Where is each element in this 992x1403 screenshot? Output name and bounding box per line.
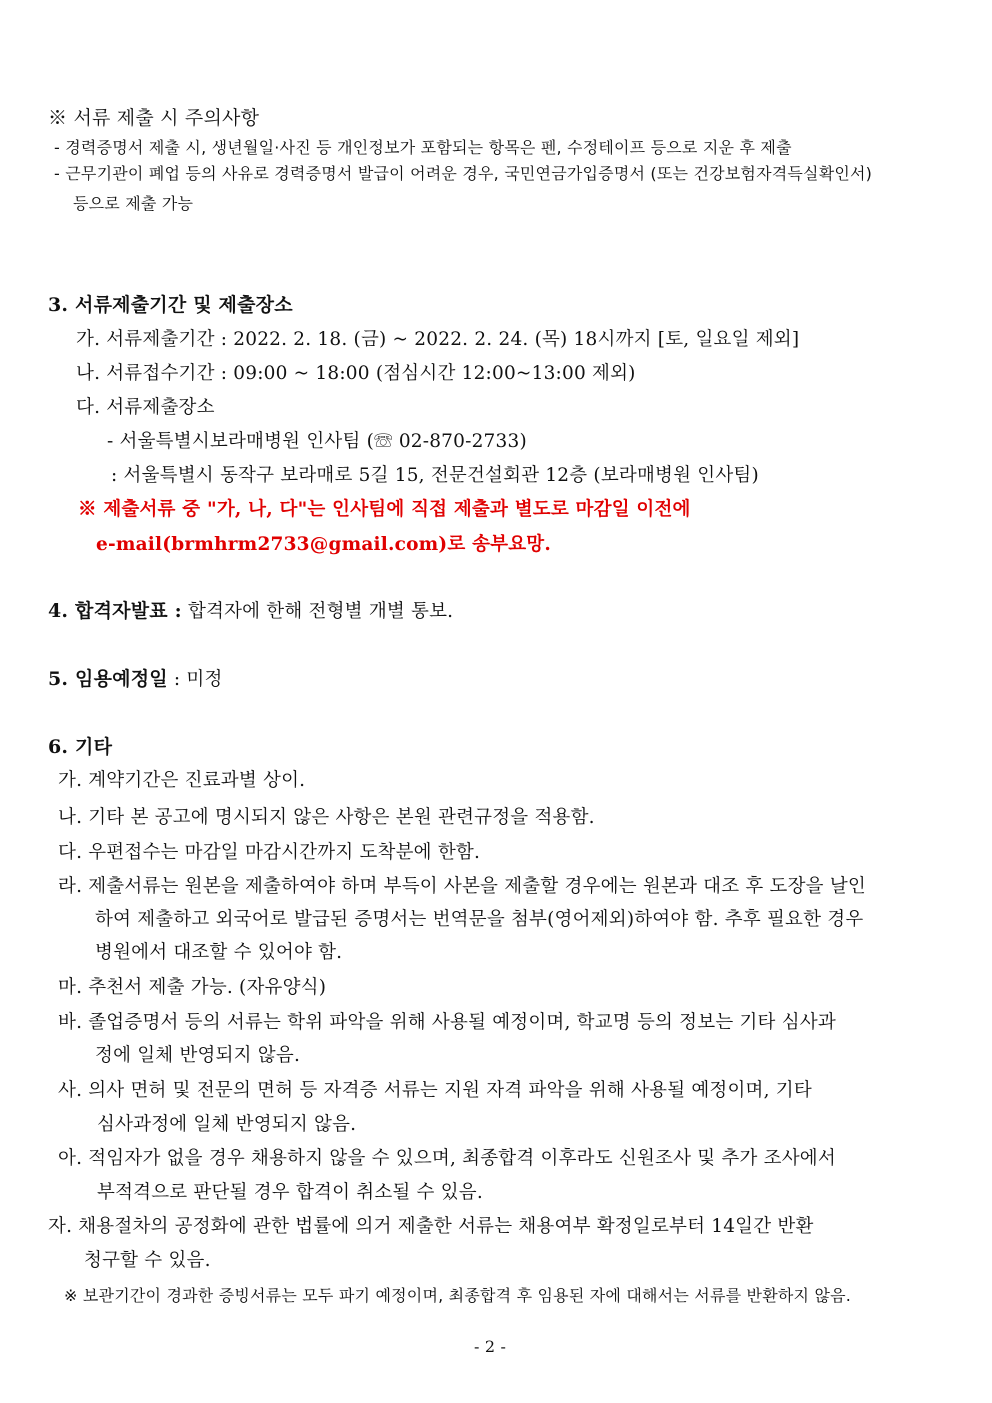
section3-place-label: 다. 서류제출장소 [76, 397, 215, 418]
section3-place-team: - 서울특별시보라매병원 인사팀 (☏ 02-870-2733) [107, 431, 527, 452]
section3-heading: 3. 서류제출기간 및 제출장소 [48, 294, 293, 316]
section4-text: 합격자에 한해 전형별 개별 통보. [181, 601, 454, 622]
section6-line: 사. 의사 면허 및 전문의 면허 등 자격증 서류는 지원 자격 파악을 위해 사용될 예정이며, 기타 [58, 1080, 812, 1101]
section6-line: 라. 제출서류는 원본을 제출하여야 하며 부득이 사본을 제출할 경우에는 원본과 대조 후 도장을 날인 [58, 876, 866, 897]
section6-line: 자. 채용절차의 공정화에 관한 법률에 의거 제출한 서류는 채용여부 확정일로부터 14일간 반환 [48, 1216, 814, 1237]
notes-title: ※ 서류 제출 시 주의사항 [48, 107, 260, 129]
section6-line: 아. 적임자가 없을 경우 채용하지 않을 수 있으며, 최종합격 이후라도 신원조사 및 추가 조사에서 [58, 1148, 836, 1169]
section4 [48, 598, 453, 625]
notes-item: 등으로 제출 가능 [73, 194, 194, 213]
section5-heading: 5. 임용예정일 [48, 668, 168, 690]
section3-place-address: : 서울특별시 동작구 보라매로 5길 15, 전문건설회관 12층 (보라매병원 인사팀) [111, 465, 759, 486]
section3-period: 가. 서류제출기간 : 2022. 2. 18. (금) ~ 2022. 2. 24. (목) 18시까지 [토, 일요일 제외] [76, 329, 800, 350]
section6-line: 청구할 수 있음. [84, 1250, 211, 1271]
section6-line: 나. 기타 본 공고에 명시되지 않은 사항은 본원 관련규정을 적용함. [58, 807, 595, 828]
section6-line: 다. 우편접수는 마감일 마감시간까지 도착분에 한함. [58, 842, 481, 863]
section6-line: 가. 계약기간은 진료과별 상이. [58, 770, 306, 791]
section5 [48, 666, 223, 693]
section5-text: : 미정 [167, 669, 223, 690]
section6-line: 심사과정에 일체 반영되지 않음. [97, 1114, 357, 1135]
section6-heading: 6. 기타 [48, 736, 113, 758]
section3-reception: 나. 서류접수기간 : 09:00 ~ 18:00 (점심시간 12:00~13:00 제외) [76, 363, 636, 384]
section6-line: 마. 추천서 제출 가능. (자유양식) [58, 977, 327, 998]
section6-line: 정에 일체 반영되지 않음. [95, 1045, 301, 1066]
section6-line: 부적격으로 판단될 경우 합격이 취소될 수 있음. [97, 1182, 483, 1203]
section6-line: 바. 졸업증명서 등의 서류는 학위 파악을 위해 사용될 예정이며, 학교명 등의 정보는 기타 심사과 [58, 1012, 836, 1033]
notes-item: - 경력증명서 제출 시, 생년월일·사진 등 개인정보가 포함되는 항목은 펜, 수정테이프 등으로 지운 후 제출 [54, 138, 792, 157]
notes-item: - 근무기관이 폐업 등의 사유로 경력증명서 발급이 어려운 경우, 국민연금가입증명서 (또는 건강보험자격득실확인서) [54, 164, 873, 183]
section6-line: 하여 제출하고 외국어로 발급된 증명서는 번역문을 첨부(영어제외)하여야 함. 추후 필요한 경우 [95, 909, 864, 930]
section4-heading: 4. 합격자발표 : [48, 600, 182, 622]
page-number: - 2 - [474, 1337, 507, 1356]
section6-line: 병원에서 대조할 수 있어야 함. [95, 942, 343, 963]
section3-notice-line1: ※ 제출서류 중 "가, 나, 다"는 인사팀에 직접 제출과 별도로 마감일 이전에 [78, 499, 691, 520]
section3-notice-line2: e-mail(brmhrm2733@gmail.com)로 송부요망. [96, 534, 552, 555]
section6-footnote: ※ 보관기간이 경과한 증빙서류는 모두 파기 예정이며, 최종합격 후 임용된 자에 대해서는 서류를 반환하지 않음. [64, 1286, 852, 1305]
